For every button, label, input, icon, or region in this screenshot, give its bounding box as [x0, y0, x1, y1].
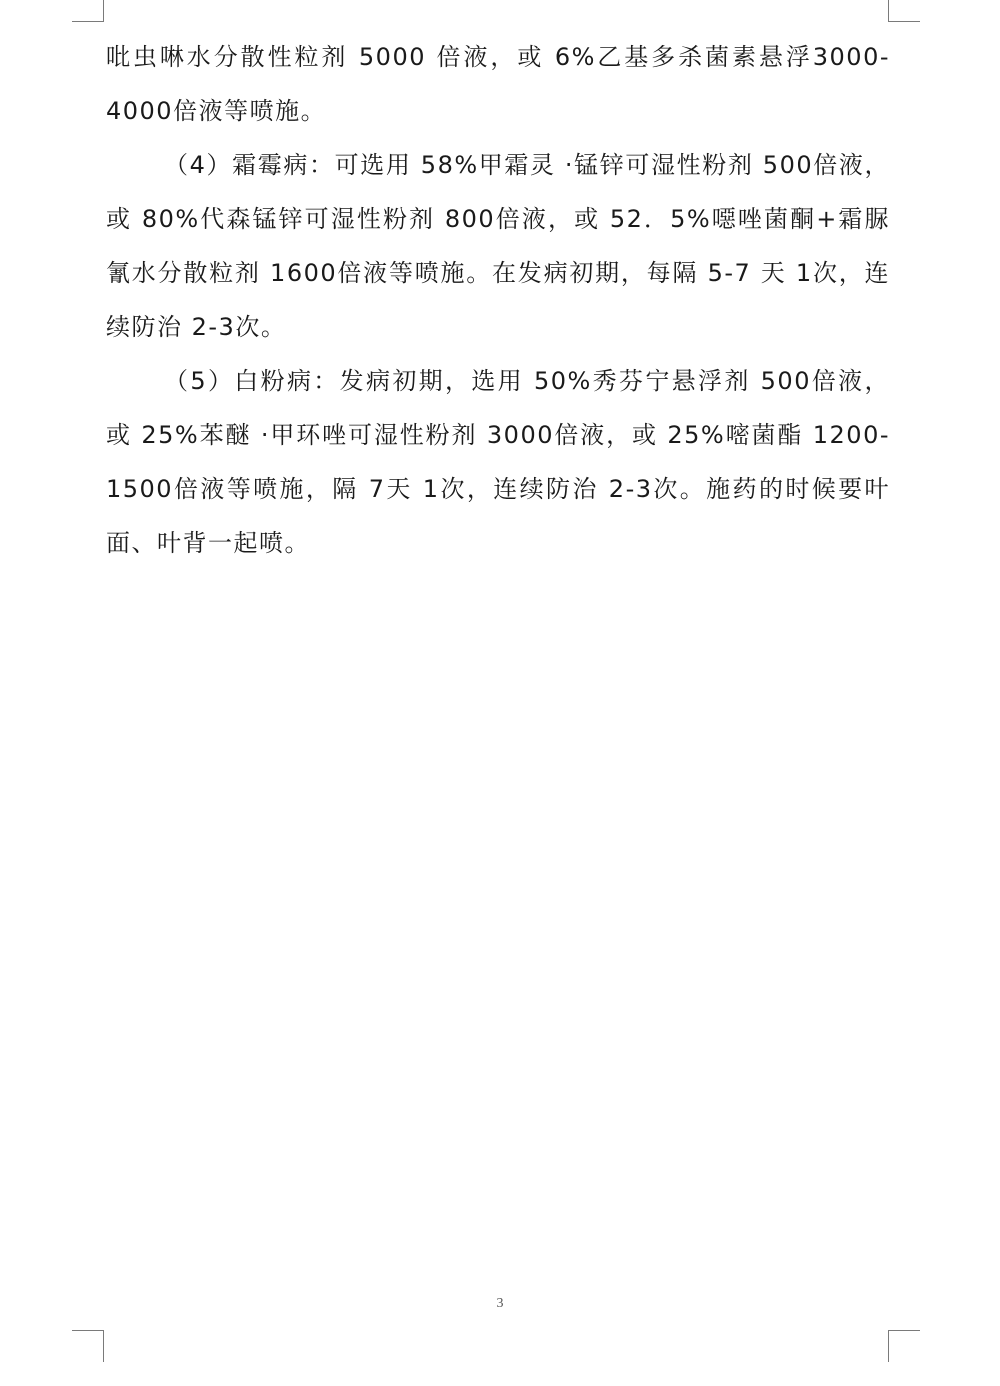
crop-mark-top-left — [72, 0, 104, 22]
page-number: 3 — [496, 1296, 504, 1311]
paragraph-powdery-mildew: （5）白粉病：发病初期，选用 50%秀芬宁悬浮剂 500倍液，或 25%苯醚 ·甲环唑可湿性粉剂 3000倍液，或 25%嘧菌酯 1200-1500倍液等喷施，隔 7天 1次，连续防治 2-3次。施药的时候要叶面、叶背一起喷。 — [106, 367, 890, 557]
crop-mark-bottom-left — [72, 1330, 104, 1362]
document-body — [106, 30, 890, 570]
crop-mark-top-right — [888, 0, 920, 22]
paragraph-downy-mildew: （4）霜霉病：可选用 58%甲霜灵 ·锰锌可湿性粉剂 500倍液，或 80%代森锰锌可湿性粉剂 800倍液，或 52．5%噁唑菌酮+霜脲氰水分散粒剂 1600倍液等喷施。在发病初期，每隔 5-7 天 1次，连续防治 2-3次。 — [106, 151, 890, 341]
crop-mark-bottom-right — [888, 1330, 920, 1362]
paragraph-continuation: 吡虫啉水分散性粒剂 5000 倍液，或 6%乙基多杀菌素悬浮3000-4000倍液等喷施。 — [106, 43, 890, 125]
